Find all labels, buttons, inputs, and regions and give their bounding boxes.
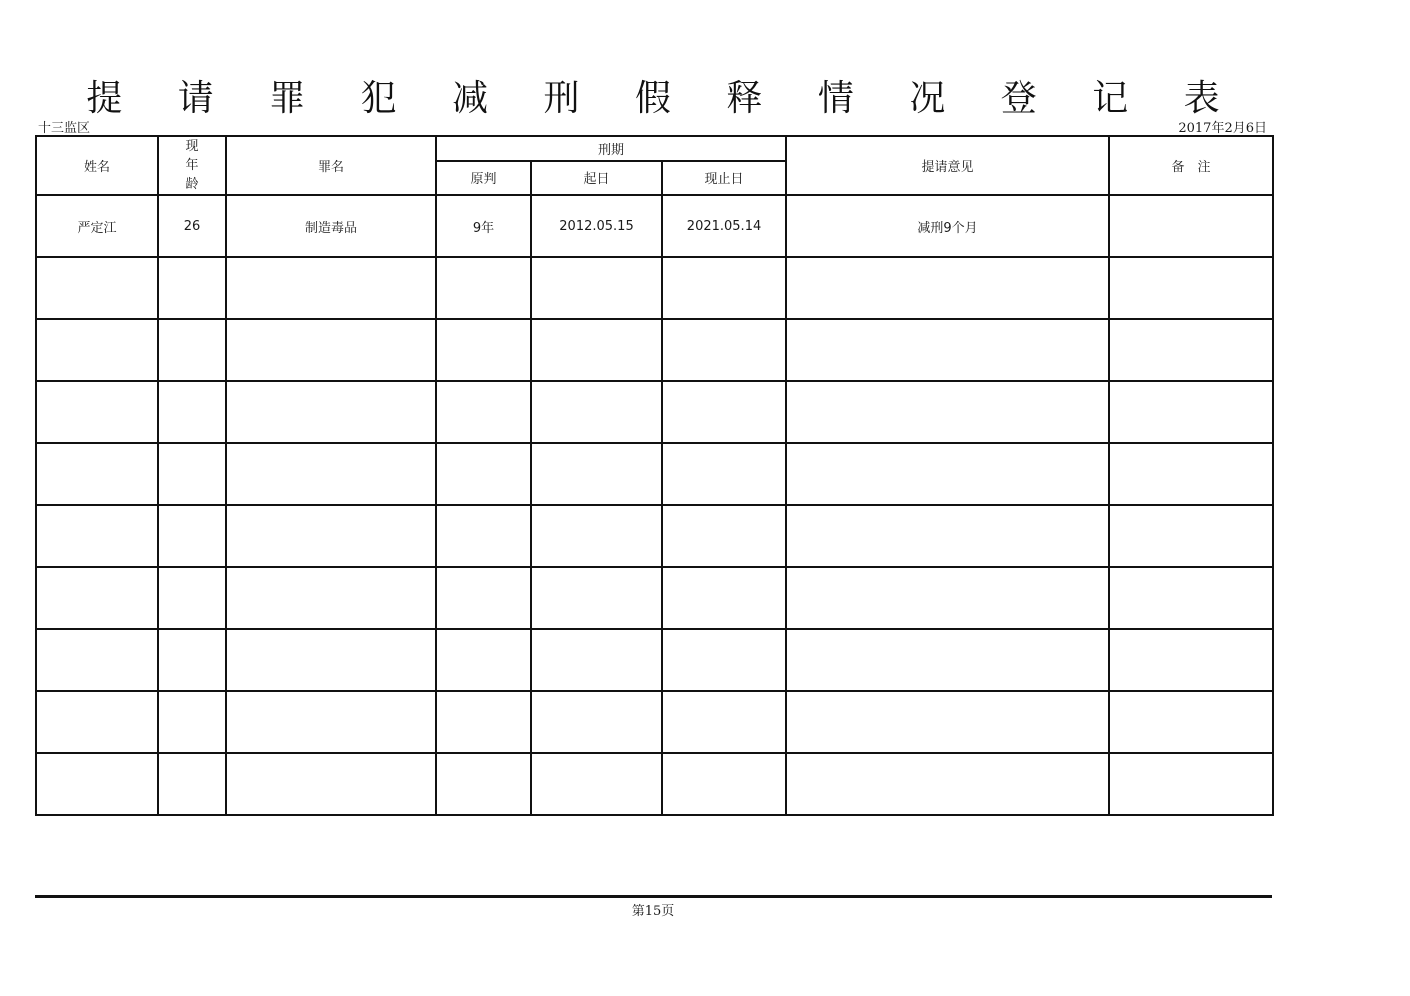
cell-original [436,381,531,443]
cell-crime [226,691,436,753]
cell-original [436,319,531,381]
cell-start [531,381,662,443]
header-name: 姓名 [36,136,158,195]
cell-opinion [786,319,1109,381]
cell-original [436,629,531,691]
cell-original [436,443,531,505]
cell-age [158,443,226,505]
cell-remark [1109,195,1273,257]
cell-remark [1109,257,1273,319]
table-row [36,381,1273,443]
cell-start: 2012.05.15 [531,195,662,257]
cell-start [531,753,662,815]
cell-start [531,567,662,629]
cell-age [158,257,226,319]
cell-name [36,691,158,753]
cell-age [158,505,226,567]
cell-remark [1109,319,1273,381]
cell-crime [226,319,436,381]
header-end: 现止日 [662,161,786,195]
cell-original [436,753,531,815]
header-term: 刑期 [436,136,786,161]
cell-end [662,443,786,505]
cell-end [662,567,786,629]
header-opinion: 提请意见 [786,136,1109,195]
table-row [36,443,1273,505]
table-row [36,505,1273,567]
form-date: 2017年2月6日 [1178,121,1267,136]
cell-remark [1109,691,1273,753]
cell-name [36,567,158,629]
cell-age: 26 [158,195,226,257]
table-row [36,195,1273,257]
unit-label: 十三监区 [38,121,91,136]
footer-divider [35,895,1272,898]
cell-start [531,443,662,505]
cell-name [36,505,158,567]
cell-start [531,257,662,319]
cell-end [662,381,786,443]
cell-opinion: 减刑9个月 [786,195,1109,257]
cell-original [436,505,531,567]
cell-opinion [786,567,1109,629]
registration-table [35,135,1274,816]
header-start: 起日 [531,161,662,195]
cell-end: 2021.05.14 [662,195,786,257]
cell-age [158,381,226,443]
cell-end [662,257,786,319]
cell-age [158,691,226,753]
table-row [36,629,1273,691]
cell-end [662,629,786,691]
header-remark: 备 注 [1109,136,1273,195]
cell-remark [1109,381,1273,443]
cell-opinion [786,381,1109,443]
cell-crime [226,753,436,815]
cell-name [36,629,158,691]
cell-crime: 制造毒品 [226,195,436,257]
cell-crime [226,381,436,443]
cell-name [36,257,158,319]
cell-opinion [786,629,1109,691]
cell-name [36,753,158,815]
cell-opinion [786,753,1109,815]
cell-crime [226,567,436,629]
cell-start [531,691,662,753]
cell-remark [1109,629,1273,691]
cell-start [531,505,662,567]
cell-age [158,567,226,629]
table-row [36,319,1273,381]
cell-crime [226,443,436,505]
cell-remark [1109,567,1273,629]
table-row [36,567,1273,629]
cell-opinion [786,691,1109,753]
cell-original [436,567,531,629]
header-age-char: 龄 [185,177,199,192]
cell-remark [1109,443,1273,505]
cell-name [36,381,158,443]
cell-crime [226,257,436,319]
cell-end [662,691,786,753]
table-row [36,753,1273,815]
form-title: 提 请 罪 犯 减 刑 假 释 情 况 登 记 表 [86,78,1242,119]
cell-original [436,691,531,753]
page-number: 第15页 [631,904,675,919]
cell-opinion [786,505,1109,567]
header-crime: 罪名 [226,136,436,195]
cell-name [36,443,158,505]
cell-original [436,257,531,319]
cell-remark [1109,753,1273,815]
cell-crime [226,629,436,691]
cell-end [662,319,786,381]
cell-start [531,629,662,691]
cell-remark [1109,505,1273,567]
cell-name [36,319,158,381]
cell-original: 9年 [436,195,531,257]
cell-crime [226,505,436,567]
header-age-char: 年 [185,158,199,173]
cell-end [662,505,786,567]
cell-age [158,319,226,381]
cell-start [531,319,662,381]
header-original: 原判 [436,161,531,195]
cell-end [662,753,786,815]
cell-name: 严定江 [36,195,158,257]
cell-opinion [786,257,1109,319]
cell-age [158,629,226,691]
table-row [36,691,1273,753]
header-age [158,136,226,195]
header-age-char: 现 [185,139,199,154]
cell-age [158,753,226,815]
table-row [36,257,1273,319]
cell-opinion [786,443,1109,505]
